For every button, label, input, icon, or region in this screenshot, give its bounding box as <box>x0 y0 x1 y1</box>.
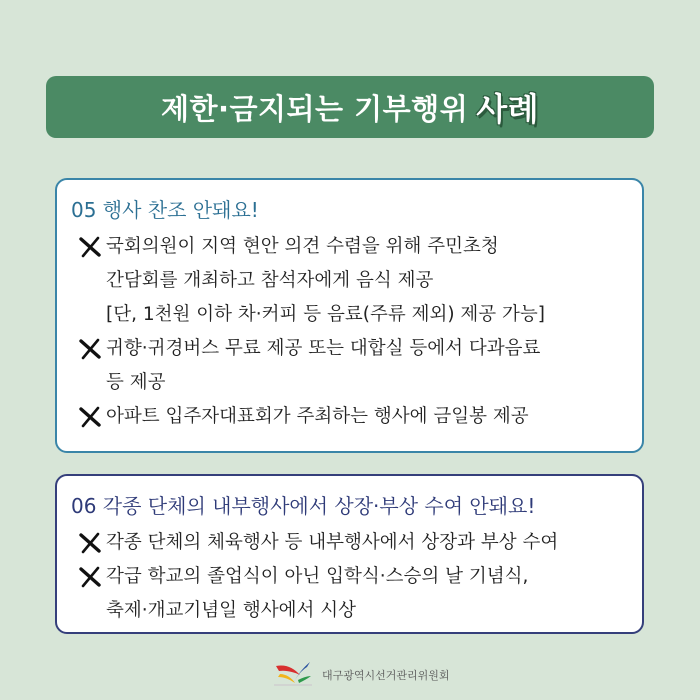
banner-title: 제한·금지되는 기부행위 <box>160 91 469 126</box>
banner-title-accent: 사례 <box>476 90 540 128</box>
item-text: 아파트 입주자대표회가 주최하는 행사에 금일봉 제공 <box>106 406 529 427</box>
case-title-05: 05 행사 찬조 안돼요! <box>71 198 259 222</box>
item-text: 등 제공 <box>106 372 166 393</box>
item-text: 간담회를 개최하고 참석자에게 음식 제공 <box>106 270 434 291</box>
election-commission-logo-icon <box>270 658 316 692</box>
item-text: 각급 학교의 졸업식이 아닌 입학식·스승의 날 기념식, <box>106 566 529 587</box>
x-mark-icon <box>79 560 106 594</box>
x-mark-icon <box>79 526 106 560</box>
organization-name: 대구광역시선거관리위원회 <box>322 669 450 682</box>
title-banner <box>46 76 654 138</box>
list-item <box>79 526 632 560</box>
case-card-05 <box>55 178 644 453</box>
case-items-06 <box>79 526 632 628</box>
case-items-05 <box>79 230 632 434</box>
list-item <box>79 332 632 400</box>
case-card-06 <box>55 474 644 634</box>
list-item <box>79 560 632 628</box>
case-title-06: 06 각종 단체의 내부행사에서 상장·부상 수여 안돼요! <box>71 494 536 518</box>
x-mark-icon <box>79 400 106 434</box>
list-item <box>79 230 632 332</box>
x-mark-icon <box>79 230 106 264</box>
x-mark-icon <box>79 332 106 366</box>
item-text: 축제·개교기념일 행사에서 시상 <box>106 600 356 621</box>
item-text: [단, 1천원 이하 차·커피 등 음료(주류 제외) 제공 가능] <box>106 304 545 325</box>
item-text: 각종 단체의 체육행사 등 내부행사에서 상장과 부상 수여 <box>106 532 559 553</box>
item-text: 국회의원이 지역 현안 의견 수렴을 위해 주민초청 <box>106 236 499 257</box>
item-text: 귀향·귀경버스 무료 제공 또는 대합실 등에서 다과음료 <box>106 338 541 359</box>
footer-logo <box>270 659 450 691</box>
list-item <box>79 400 632 434</box>
